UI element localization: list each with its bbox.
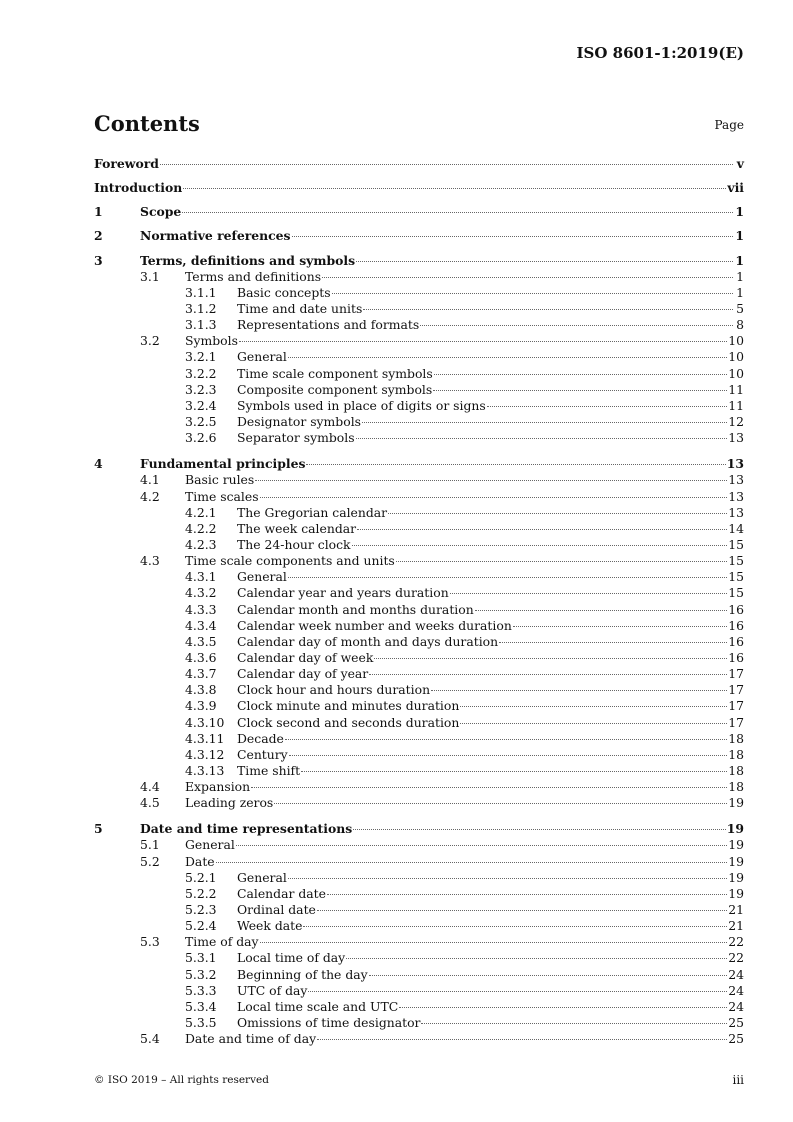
toc-entry-number: 4.5 [140, 795, 160, 811]
toc-entry-page: 21 [728, 918, 744, 934]
toc-entry-number: 4.3.4 [185, 617, 217, 633]
toc-entry-page: 24 [728, 982, 744, 998]
toc-entry-page: 10 [728, 333, 744, 349]
toc-entry[interactable] [94, 366, 744, 382]
toc-entry[interactable] [94, 382, 744, 398]
toc-entry-number: 3.2.6 [185, 430, 217, 446]
toc-entry-page: 13 [728, 504, 744, 520]
toc-entry-page: 17 [728, 666, 744, 682]
toc-entry-page: 5 [736, 300, 744, 316]
toc-entry-title: General [237, 569, 287, 585]
toc-entry-page: 1 [735, 252, 744, 268]
toc-entry-number: 5.3.1 [185, 950, 217, 966]
toc-entry-title: Time and date units [237, 300, 363, 316]
toc-entry-page: 25 [728, 1031, 744, 1047]
toc-entry-number: 5.2.2 [185, 885, 217, 901]
toc-entry-page: 16 [728, 633, 744, 649]
toc-entry-page: 19 [728, 837, 744, 853]
toc-entry-number: 5.2.3 [185, 902, 217, 918]
toc-entry-page: 16 [728, 649, 744, 665]
toc-entry-page: 22 [728, 934, 744, 950]
toc-entry[interactable] [94, 349, 744, 365]
toc-entry-number: 5.2.4 [185, 918, 217, 934]
toc-entry-title: Clock second and seconds duration [237, 714, 460, 730]
toc-entry[interactable] [94, 747, 744, 763]
toc-entry[interactable] [94, 967, 744, 983]
dot-leader [288, 878, 727, 879]
toc-entry-page: 24 [728, 966, 744, 982]
toc-entry-title: Time shift [237, 762, 301, 778]
toc-entry-page: 18 [728, 730, 744, 746]
table-of-contents [94, 156, 744, 1047]
toc-entry-number: 5.2 [140, 853, 160, 869]
dot-leader [308, 991, 727, 992]
toc-entry-number: 5.4 [140, 1031, 160, 1047]
toc-entry[interactable] [94, 253, 744, 269]
toc-entry-title: Terms and definitions [185, 268, 322, 284]
toc-entry[interactable] [94, 430, 744, 446]
toc-entry-title: Clock minute and minutes duration [237, 698, 460, 714]
toc-entry-page: 21 [728, 902, 744, 918]
toc-entry-title: Date and time representations [140, 821, 353, 837]
toc-entry[interactable] [94, 779, 744, 795]
toc-entry[interactable] [94, 521, 744, 537]
dot-leader [499, 642, 727, 643]
toc-entry-page: 22 [728, 950, 744, 966]
toc-entry[interactable] [94, 950, 744, 966]
toc-entry-title: The week calendar [237, 520, 357, 536]
dot-leader [374, 658, 727, 659]
toc-entry-page: 25 [728, 1015, 744, 1031]
toc-entry[interactable] [94, 870, 744, 886]
toc-entry-number: 2 [94, 228, 103, 244]
dot-leader [357, 529, 727, 530]
toc-entry-page: vii [727, 180, 744, 196]
dot-leader [292, 236, 733, 237]
toc-entry-title: Calendar week number and weeks duration [237, 617, 512, 633]
toc-entry-number: 3.2.5 [185, 413, 217, 429]
toc-entry[interactable] [94, 553, 744, 569]
toc-entry-number: 4.3.6 [185, 649, 217, 665]
toc-entry-title: Introduction [94, 180, 183, 196]
toc-entry[interactable] [94, 456, 744, 472]
toc-entry[interactable] [94, 569, 744, 585]
toc-entry-number: 3.1 [140, 268, 160, 284]
toc-entry-title: Ordinal date [237, 902, 316, 918]
dot-leader [487, 406, 727, 407]
dot-leader [274, 803, 727, 804]
dot-leader [460, 723, 727, 724]
toc-entry-title: Expansion [185, 779, 251, 795]
toc-entry-number: 3 [94, 252, 103, 268]
dot-leader [399, 1007, 727, 1008]
dot-leader [182, 212, 733, 213]
dot-leader [388, 513, 727, 514]
dot-leader [260, 497, 728, 498]
toc-entry[interactable] [94, 269, 744, 285]
dot-leader [183, 188, 726, 189]
dot-leader [322, 277, 733, 278]
toc-entry[interactable] [94, 285, 744, 301]
toc-entry-page: 16 [728, 617, 744, 633]
dot-leader [239, 341, 727, 342]
toc-entry-title: Representations and formats [237, 317, 420, 333]
toc-entry[interactable] [94, 585, 744, 601]
toc-entry-number: 4.3.2 [185, 585, 217, 601]
toc-entry[interactable] [94, 934, 744, 950]
toc-entry-page: 19 [728, 885, 744, 901]
toc-entry-page: 8 [736, 317, 744, 333]
toc-entry-title: Time of day [185, 934, 259, 950]
toc-entry-number: 4.3.13 [185, 762, 225, 778]
toc-entry[interactable] [94, 999, 744, 1015]
toc-entry[interactable] [94, 886, 744, 902]
toc-entry-title: General [237, 869, 287, 885]
dot-leader [475, 610, 728, 611]
toc-entry-page: 14 [728, 520, 744, 536]
toc-entry-title: Calendar day of week [237, 649, 374, 665]
toc-entry[interactable] [94, 731, 744, 747]
toc-entry-page: 18 [728, 762, 744, 778]
toc-entry-title: Basic rules [185, 472, 255, 488]
toc-entry-title: Symbols used in place of digits or signs [237, 397, 486, 413]
toc-entry[interactable] [94, 682, 744, 698]
toc-entry-number: 4.3.1 [185, 569, 217, 585]
toc-entry-page: 17 [728, 682, 744, 698]
toc-entry[interactable] [94, 505, 744, 521]
toc-entry-page: 1 [735, 228, 744, 244]
toc-entry-page: 13 [728, 430, 744, 446]
dot-leader [352, 545, 728, 546]
toc-entry-page: 24 [728, 998, 744, 1014]
toc-entry-number: 4.3.8 [185, 682, 217, 698]
dot-leader [160, 164, 733, 165]
dot-leader [460, 706, 727, 707]
toc-entry-title: Time scales [185, 488, 259, 504]
toc-entry-number: 5.2.1 [185, 869, 217, 885]
toc-entry[interactable] [94, 301, 744, 317]
toc-entry-page: 11 [728, 381, 744, 397]
toc-entry-number: 4.2.3 [185, 536, 217, 552]
page-number: iii [732, 1073, 744, 1087]
toc-entry-page: 1 [736, 268, 744, 284]
toc-entry-number: 3.2 [140, 333, 160, 349]
toc-entry-title: General [185, 837, 235, 853]
toc-entry-title: Calendar day of month and days duration [237, 633, 499, 649]
toc-entry-number: 4.1 [140, 472, 160, 488]
dot-leader [255, 480, 727, 481]
toc-entry-title: Decade [237, 730, 284, 746]
toc-entry[interactable] [94, 854, 744, 870]
toc-entry-page: 10 [728, 349, 744, 365]
dot-leader [317, 1039, 727, 1040]
toc-entry-title: Calendar day of year [237, 666, 369, 682]
toc-entry-title: Calendar year and years duration [237, 585, 449, 601]
toc-entry-number: 5.3.2 [185, 966, 217, 982]
toc-entry-number: 4.3.5 [185, 633, 217, 649]
toc-entry-title: The Gregorian calendar [237, 504, 388, 520]
toc-entry-page: 18 [728, 779, 744, 795]
dot-leader [396, 561, 727, 562]
dot-leader [332, 293, 733, 294]
toc-entry-title: Composite component symbols [237, 381, 433, 397]
dot-leader [362, 422, 727, 423]
toc-entry-number: 4.3.12 [185, 746, 225, 762]
toc-entry-number: 3.1.2 [185, 300, 217, 316]
toc-entry-page: 19 [726, 821, 744, 837]
toc-entry[interactable] [94, 204, 744, 220]
toc-entry-number: 5.1 [140, 837, 160, 853]
dot-leader [450, 593, 728, 594]
toc-entry-page: 19 [728, 853, 744, 869]
dot-leader [433, 390, 727, 391]
dot-leader [285, 739, 727, 740]
toc-entry-page: 13 [728, 488, 744, 504]
toc-entry[interactable] [94, 489, 744, 505]
toc-entry-title: Date [185, 853, 215, 869]
toc-entry-page: 1 [735, 204, 744, 220]
toc-entry-title: Local time scale and UTC [237, 998, 399, 1014]
toc-entry-number: 5.3 [140, 934, 160, 950]
toc-entry[interactable] [94, 698, 744, 714]
toc-entry-number: 4.3.9 [185, 698, 217, 714]
toc-entry-title: Time scale components and units [185, 553, 395, 569]
toc-entry-page: 15 [728, 536, 744, 552]
dot-leader [369, 975, 728, 976]
toc-entry-title: UTC of day [237, 982, 308, 998]
toc-entry-title: Calendar month and months duration [237, 601, 474, 617]
toc-entry-number: 4.2.2 [185, 520, 217, 536]
toc-entry-title: Foreword [94, 156, 159, 171]
toc-entry[interactable] [94, 472, 744, 488]
toc-entry-page: 17 [728, 698, 744, 714]
dot-leader [369, 674, 727, 675]
toc-entry[interactable] [94, 228, 744, 244]
toc-entry[interactable] [94, 618, 744, 634]
dot-leader [363, 309, 733, 310]
document-identifier: ISO 8601-1:2019(E) [576, 44, 744, 62]
toc-entry-number: 4.3.11 [185, 730, 225, 746]
dot-leader [306, 464, 725, 465]
toc-entry-number: 4.3.7 [185, 666, 217, 682]
toc-entry-title: Century [237, 746, 288, 762]
toc-entry[interactable] [94, 821, 744, 837]
dot-leader [356, 438, 728, 439]
toc-entry-title: Designator symbols [237, 413, 362, 429]
dot-leader [434, 374, 727, 375]
toc-entry-number: 3.2.3 [185, 381, 217, 397]
dot-leader [431, 690, 727, 691]
toc-entry-number: 5.3.3 [185, 982, 217, 998]
toc-entry[interactable] [94, 156, 744, 172]
dot-leader [421, 1023, 727, 1024]
toc-entry-page: 19 [728, 869, 744, 885]
toc-entry-page: 15 [728, 553, 744, 569]
toc-entry-title: Fundamental principles [140, 456, 306, 472]
toc-entry-title: Symbols [185, 333, 238, 349]
toc-entry[interactable] [94, 1015, 744, 1031]
toc-entry-title: General [237, 349, 287, 365]
toc-entry-title: Scope [140, 204, 182, 220]
toc-entry-page: 15 [728, 569, 744, 585]
toc-entry-page: 11 [728, 397, 744, 413]
toc-entry-page: 15 [728, 585, 744, 601]
toc-entry[interactable] [94, 180, 744, 196]
page-column-label: Page [714, 118, 744, 132]
dot-leader [260, 942, 728, 943]
toc-entry[interactable] [94, 537, 744, 553]
toc-entry-title: Terms, definitions and symbols [140, 252, 356, 268]
dot-leader [236, 845, 727, 846]
dot-leader [289, 755, 728, 756]
toc-entry-page: 16 [728, 601, 744, 617]
toc-entry-page: 10 [728, 365, 744, 381]
toc-entry-number: 3.1.1 [185, 284, 217, 300]
dot-leader [301, 771, 727, 772]
toc-entry[interactable] [94, 650, 744, 666]
toc-entry-page: 13 [728, 472, 744, 488]
toc-entry-title: Week date [237, 918, 303, 934]
toc-entry-title: Date and time of day [185, 1031, 317, 1047]
toc-entry[interactable] [94, 902, 744, 918]
toc-entry-number: 5 [94, 821, 103, 837]
toc-entry[interactable] [94, 602, 744, 618]
toc-entry[interactable] [94, 333, 744, 349]
toc-entry[interactable] [94, 398, 744, 414]
toc-entry-title: Beginning of the day [237, 966, 368, 982]
dot-leader [317, 910, 727, 911]
toc-entry[interactable] [94, 918, 744, 934]
toc-entry-title: The 24-hour clock [237, 536, 351, 552]
toc-entry-page: 17 [728, 714, 744, 730]
toc-entry-title: Time scale component symbols [237, 365, 433, 381]
toc-entry-page: 19 [728, 795, 744, 811]
toc-entry-title: Omissions of time designator [237, 1015, 421, 1031]
toc-entry[interactable] [94, 666, 744, 682]
toc-entry-page: v [736, 156, 744, 171]
toc-entry-title: Leading zeros [185, 795, 274, 811]
toc-entry-number: 4 [94, 456, 103, 472]
toc-entry-title: Local time of day [237, 950, 346, 966]
dot-leader [513, 626, 727, 627]
dot-leader [420, 325, 733, 326]
toc-entry-title: Normative references [140, 228, 291, 244]
toc-entry[interactable] [94, 983, 744, 999]
toc-entry-page: 1 [736, 284, 744, 300]
toc-entry-number: 5.3.4 [185, 998, 217, 1014]
dot-leader [251, 787, 727, 788]
toc-entry[interactable] [94, 414, 744, 430]
dot-leader [356, 261, 733, 262]
toc-entry-number: 4.4 [140, 779, 160, 795]
toc-entry-number: 5.3.5 [185, 1015, 217, 1031]
toc-entry[interactable] [94, 634, 744, 650]
dot-leader [303, 926, 727, 927]
toc-entry-page: 18 [728, 746, 744, 762]
dot-leader [288, 357, 727, 358]
toc-entry[interactable] [94, 795, 744, 811]
toc-entry-number: 3.2.1 [185, 349, 217, 365]
dot-leader [327, 894, 727, 895]
toc-entry-number: 3.2.4 [185, 397, 217, 413]
toc-entry-title: Separator symbols [237, 430, 355, 446]
dot-leader [346, 958, 727, 959]
toc-entry[interactable] [94, 715, 744, 731]
toc-entry-number: 4.3 [140, 553, 160, 569]
toc-entry-number: 3.1.3 [185, 317, 217, 333]
toc-entry[interactable] [94, 837, 744, 853]
toc-entry-number: 4.2 [140, 488, 160, 504]
toc-entry-number: 3.2.2 [185, 365, 217, 381]
toc-entry-number: 1 [94, 204, 103, 220]
toc-entry-page: 12 [728, 413, 744, 429]
toc-entry-number: 4.3.3 [185, 601, 217, 617]
toc-entry-page: 13 [726, 456, 744, 472]
toc-entry-title: Clock hour and hours duration [237, 682, 431, 698]
copyright-notice: © ISO 2019 – All rights reserved [94, 1074, 269, 1086]
toc-entry-title: Basic concepts [237, 284, 331, 300]
toc-entry[interactable] [94, 1031, 744, 1047]
toc-entry-number: 4.2.1 [185, 504, 217, 520]
page-title: Contents [94, 111, 200, 136]
dot-leader [288, 577, 727, 578]
toc-entry-number: 4.3.10 [185, 714, 225, 730]
toc-entry[interactable] [94, 763, 744, 779]
toc-entry-title: Calendar date [237, 885, 326, 901]
dot-leader [353, 829, 726, 830]
dot-leader [216, 862, 728, 863]
toc-entry[interactable] [94, 317, 744, 333]
